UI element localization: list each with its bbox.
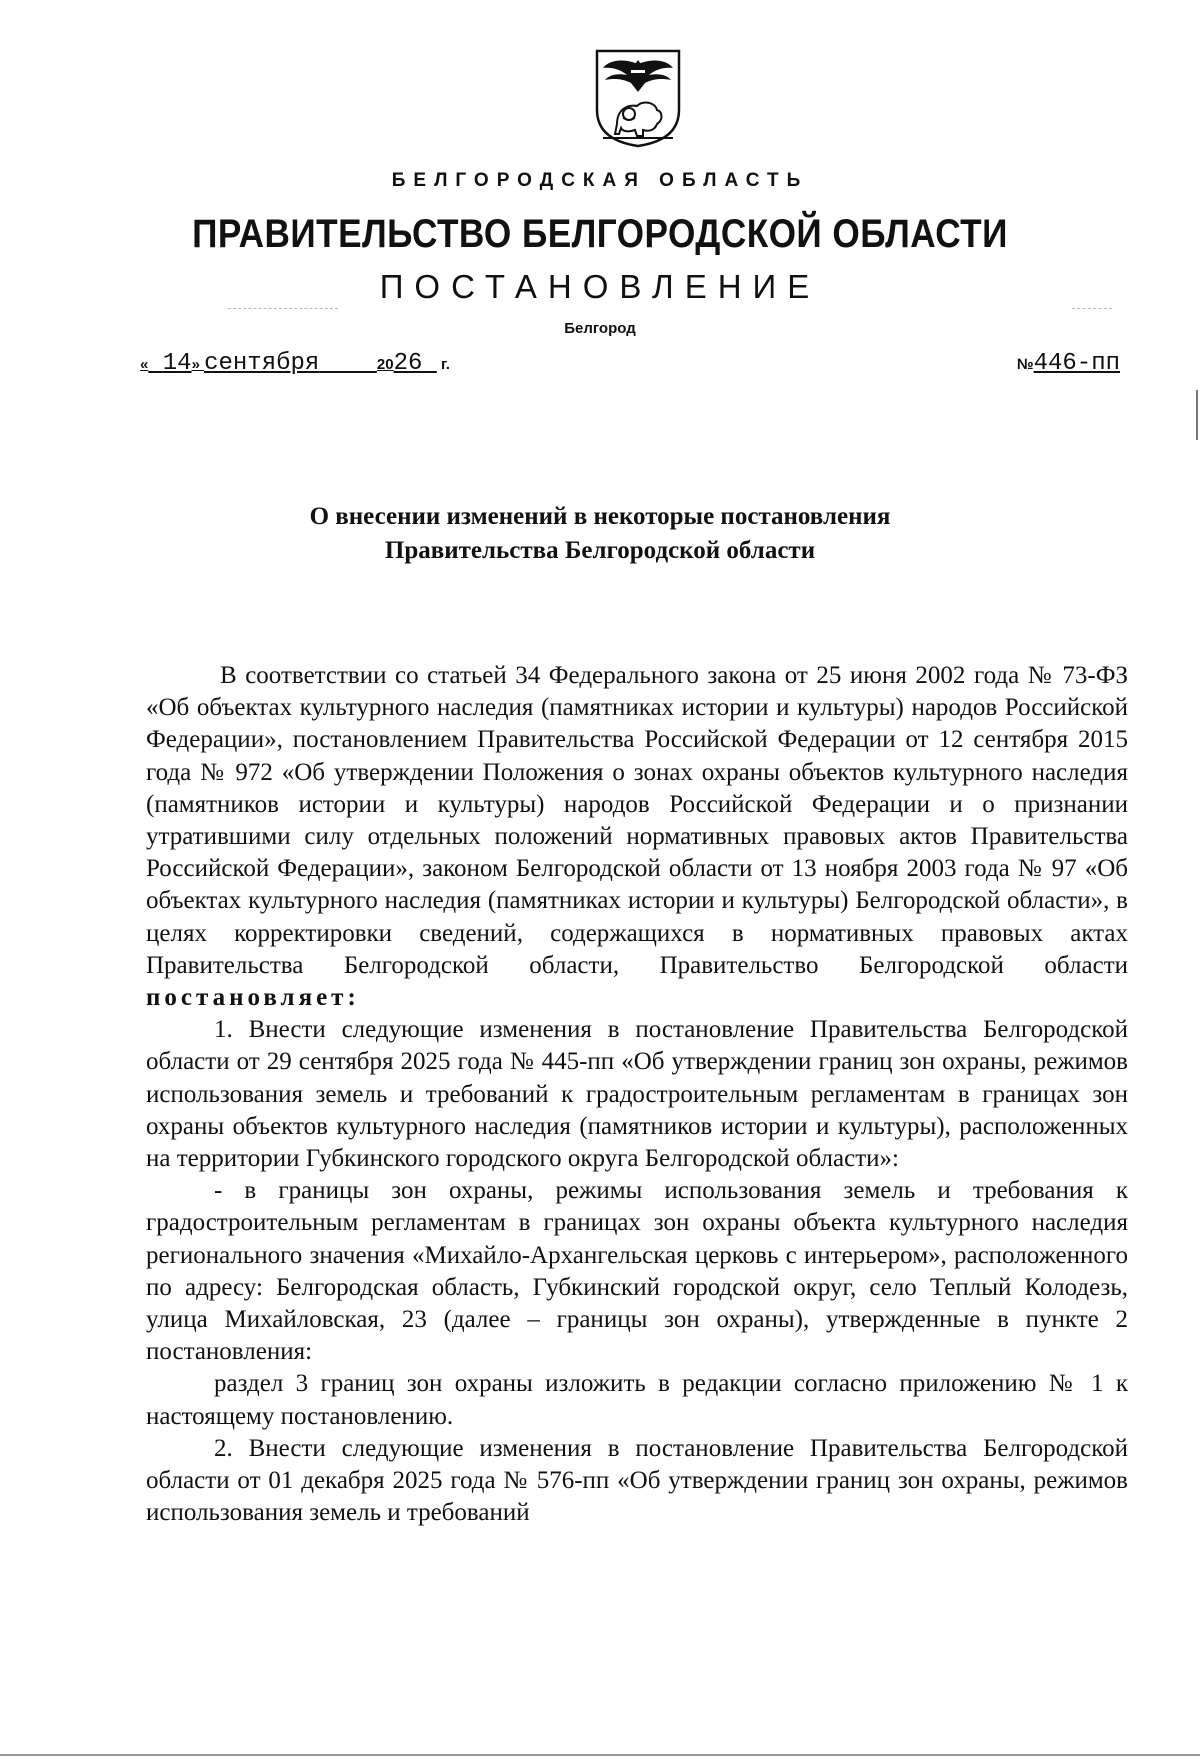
title-line-2: Правительства Белгородской области [384,537,816,564]
date-open-quote: « [140,356,149,373]
scan-artifact-line [1072,308,1112,310]
coat-of-arms-emblem [593,48,683,148]
date-year-suffix: 26 [393,350,423,377]
title-line-1: О внесении изменений в некоторые постановления [309,503,891,530]
government-name: ПРАВИТЕЛЬСТВО БЕЛГОРОДСКОЙ ОБЛАСТИ [192,212,1008,256]
document-type: ПОСТАНОВЛЕНИЕ [379,268,821,305]
paragraph-item-1: 1. Внести следующие изменения в постановление Правительства Белгородской области от 29 сентября 2025 года № 445-пп «Об утверждении границ зон охраны, режимов использования земель и требований к градостроительным регламентам в границах зон охраны объектов культурного наследия (памятников истории и культуры), расположенных на территории Губкинского городского округа Белгородской области»: [146,1016,1128,1173]
decree-date [140,350,450,377]
city-name: Белгород [564,320,636,337]
scan-edge-mark [1196,390,1198,440]
date-month: сентября [204,350,320,377]
document-title [0,500,1200,568]
paragraph-item-2: 2. Внести следующие изменения в постановление Правительства Белгородской области от 01 декабря 2025 года № 576-пп «Об утверждении границ зон охраны, режимов использования земель и требований [146,1434,1128,1527]
decree-number [1017,350,1120,377]
date-year-prefix: 20 [376,356,394,373]
date-close-quote: » [191,356,200,373]
scan-artifact-line [228,308,338,310]
paragraph-item-1-section: раздел 3 границ зон охраны изложить в редакции согласно приложению № 1 к настоящему постановлению. [146,1370,1128,1430]
number-prefix: № [1016,356,1034,373]
page-bottom-edge [0,1754,1200,1756]
decrees-word: постановляет: [146,984,360,1012]
region-name: БЕЛГОРОДСКАЯ ОБЛАСТЬ [391,170,809,191]
paragraph-item-1-sub: - в границы зон охраны, режимы использования земель и требования к градостроительным регламентам в границах зон охраны объекта культурного наследия регионального значения «Михайло-Архангельская церковь с интерьером», расположенного по адресу: Белгородская область, Губкинский городской округ, село Теплый Колодезь, улица Михайловская, 23 (далее – границы зон охраны), утвержденные в пункте 2 постановления: [146,1177,1128,1366]
document-body [146,660,1128,1529]
date-day: 14 [162,350,192,377]
number-value: 446-пп [1033,350,1120,377]
paragraph-preamble: В соответствии со статьей 34 Федерального закона от 25 июня 2002 года № 73-ФЗ «Об объектах культурного наследия (памятниках истории и культуры) народов Российской Федерации», постановлением Правительства Российской Федерации от 12 сентября 2015 года № 972 «Об утверждении Положения о зонах охраны объектов культурного наследия (памятников истории и культуры) народов Российской Федерации и о признании утратившими силу отдельных положений нормативных правовых актов Правительства Российской Федерации», законом Белгородской области от 13 ноября 2003 года № 97 «Об объектах культурного наследия (памятниках истории и культуры) Белгородской области», в целях корректировки сведений, содержащихся в нормативных правовых актах Правительства Белгородской области, Правительство Белгородской области постановляет: [146,662,1128,1012]
date-number-row [140,350,1120,380]
date-year-mark: г. [440,356,450,373]
